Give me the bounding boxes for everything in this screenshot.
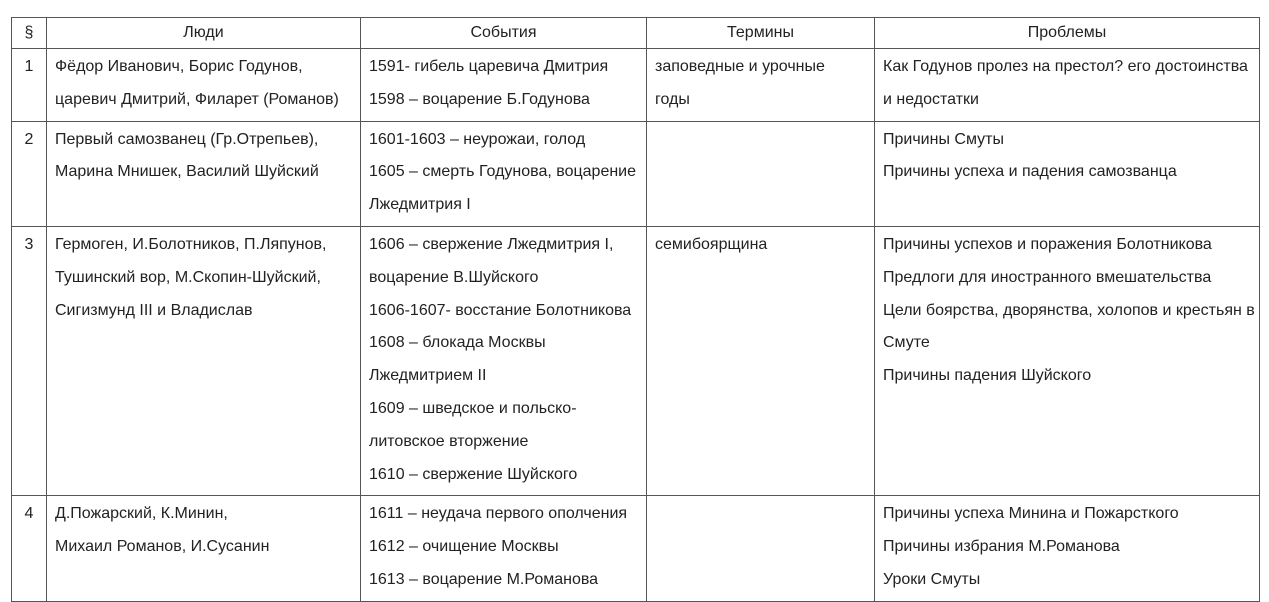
table-row	[12, 496, 1260, 601]
problem-line: и недостатки	[883, 90, 979, 108]
row-number-cell	[12, 49, 47, 122]
term-line: заповедные и урочные	[655, 58, 825, 75]
event-line: 1611 – неудача первого ополчения	[369, 505, 628, 523]
event-line: 1601-1603 – неурожаи, голод	[369, 130, 586, 148]
table-row	[12, 49, 1260, 122]
problems-cell	[875, 121, 1260, 226]
problem-line: Как Годунов пролез на престол? его достоинства	[883, 58, 1248, 75]
people-line: Первый самозванец (Гр.Отрепьев),	[55, 130, 319, 148]
problem-line: Причины успеха Минина и Пожарсткого	[883, 505, 1179, 523]
people-cell	[47, 49, 361, 122]
problems-cell	[875, 49, 1260, 122]
event-line: воцарение В.Шуйского	[369, 268, 539, 286]
event-line: Лжедмитрием II	[369, 367, 487, 385]
row-number-cell	[12, 121, 47, 226]
row-number: 1	[24, 58, 34, 75]
people-line: Фёдор Иванович, Борис Годунов,	[55, 58, 303, 75]
term-line: семибоярщина	[655, 235, 768, 253]
row-number-cell	[12, 496, 47, 601]
header-events: События	[361, 18, 647, 49]
people-line: Гермоген, И.Болотников, П.Ляпунов,	[55, 235, 327, 253]
term-line: годы	[655, 90, 690, 108]
problem-line: Уроки Смуты	[883, 570, 981, 588]
problem-line: Причины падения Шуйского	[883, 367, 1092, 385]
event-line: 1608 – блокада Москвы	[369, 334, 546, 352]
event-line: 1612 – очищение Москвы	[369, 538, 559, 556]
history-table	[11, 17, 1260, 602]
terms-cell	[647, 121, 875, 226]
table-row	[12, 121, 1260, 226]
row-number-cell	[12, 226, 47, 495]
events-cell	[361, 226, 647, 495]
terms-cell	[647, 496, 875, 601]
event-line: 1606-1607- восстание Болотникова	[369, 301, 632, 319]
event-line: 1606 – свержение Лжедмитрия I,	[369, 235, 614, 253]
problem-line: Причины успеха и падения самозванца	[883, 163, 1177, 181]
row-number: 4	[24, 505, 34, 523]
header-terms: Термины	[647, 18, 875, 49]
people-cell	[47, 226, 361, 495]
events-cell	[361, 49, 647, 122]
terms-cell	[647, 226, 875, 495]
people-cell	[47, 121, 361, 226]
event-line: 1591- гибель царевича Дмитрия	[369, 58, 609, 75]
events-cell	[361, 496, 647, 601]
row-number: 3	[24, 235, 34, 253]
event-line: литовское вторжение	[369, 432, 529, 450]
problem-line: Причины Смуты	[883, 130, 1004, 148]
problems-cell	[875, 226, 1260, 495]
header-section: §	[12, 18, 47, 49]
people-line: Сигизмунд III и Владислав	[55, 301, 253, 319]
table-row	[12, 226, 1260, 495]
problem-line: Причины избрания М.Романова	[883, 538, 1120, 556]
header-row	[12, 18, 1260, 49]
people-cell	[47, 496, 361, 601]
event-line: 1613 – воцарение М.Романова	[369, 570, 599, 588]
terms-cell	[647, 49, 875, 122]
header-people: Люди	[47, 18, 361, 49]
event-line: 1605 – смерть Годунова, воцарение	[369, 163, 637, 181]
events-cell	[361, 121, 647, 226]
people-line: царевич Дмитрий, Филарет (Романов)	[55, 90, 339, 108]
event-line: 1609 – шведское и польско-	[369, 399, 577, 417]
problem-line: Причины успехов и поражения Болотникова	[883, 235, 1212, 253]
people-line: Марина Мнишек, Василий Шуйский	[55, 163, 319, 181]
event-line: 1598 – воцарение Б.Годунова	[369, 90, 590, 108]
problem-line: Предлоги для иностранного вмешательства	[883, 268, 1212, 286]
row-number: 2	[24, 130, 34, 148]
problem-line: Смуте	[883, 334, 930, 352]
people-line: Д.Пожарский, К.Минин,	[55, 505, 228, 523]
header-problems: Проблемы	[875, 18, 1260, 49]
problems-cell	[875, 496, 1260, 601]
event-line: Лжедмитрия I	[369, 196, 471, 214]
event-line: 1610 – свержение Шуйского	[369, 465, 578, 483]
problem-line: Цели боярства, дворянства, холопов и крестьян в	[883, 301, 1255, 319]
people-line: Михаил Романов, И.Сусанин	[55, 538, 270, 556]
people-line: Тушинский вор, М.Скопин-Шуйский,	[55, 268, 321, 286]
